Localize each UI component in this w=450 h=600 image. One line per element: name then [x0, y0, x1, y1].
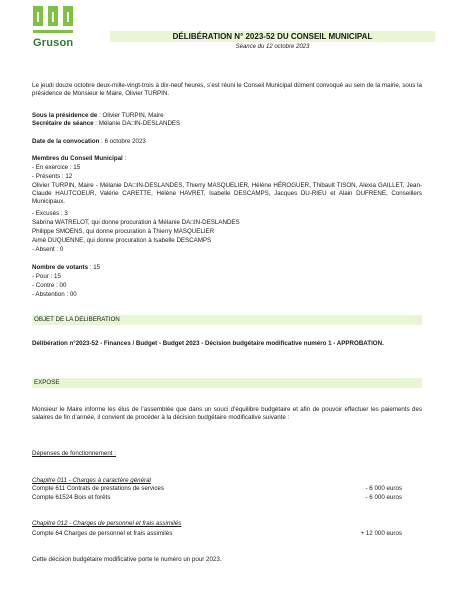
budget-row-amount: - 6 000 euros: [365, 494, 402, 501]
conclusion-text: Cette décision budgétaire modificative porte le numéro un pour 2023.: [32, 556, 222, 563]
contre-line: - Contre : 00: [32, 282, 67, 289]
budget-row-amount: - 6 000 euros: [365, 485, 402, 492]
gruson-logo: [33, 6, 73, 52]
session-date: Séance du 12 octobre 2023: [235, 44, 310, 50]
logo-text: Gruson: [33, 37, 74, 49]
depenses-heading: Dépenses de fonctionnement :: [32, 450, 116, 457]
chapitre-012-heading: Chapitre 012 - Charges de personnel et frais assimilés: [32, 520, 182, 527]
presidence-label: Sous la présidence de: [32, 112, 98, 119]
logo-bar-icon: [33, 6, 43, 26]
secretaire-line: [32, 120, 422, 128]
votants-label: Nombre de votants: [32, 264, 89, 271]
absent-line: - Absent : 0: [32, 246, 64, 253]
budget-row-amount: + 12 000 euros: [360, 530, 402, 537]
pour-line: - Pour : 15: [32, 273, 61, 280]
objet-band: [32, 315, 422, 325]
expose-band-label: EXPOSE: [34, 379, 60, 386]
budget-row: [32, 494, 402, 502]
excuses-line: - Excusés : 3: [32, 210, 68, 217]
abstention-line: - Abstention : 00: [32, 291, 77, 298]
budget-row: [32, 530, 402, 538]
logo-underline: [33, 30, 73, 33]
budget-row: [32, 485, 402, 493]
procuration-line: Philippe SMOENS, qui donne procuration à Thierry MASQUELIER: [32, 228, 215, 235]
budget-row-label: Compte 611 Contrats de prestations de services: [32, 485, 164, 492]
procuration-line: Aimé DUQUENNE, qui donne procuration à Isabelle DESCAMPS: [32, 237, 212, 244]
intro-paragraph: Le jeudi douze octobre deux-mille-vingt-trois à dix-neuf heures, s’est réuni le Conseil Municipal dûment convoqué au sein de la mairie, sous la présidence de Monsieur le Maire, Olivier TURPIN.: [32, 82, 422, 98]
membres-label: Membres du Conseil Municipal: [32, 155, 123, 162]
budget-row-label: Compte 64 Charges de personnel et frais assimilés: [32, 530, 173, 537]
objet-band-label: OBJET DE LA DELIBERATION: [34, 316, 120, 323]
membres-suffix: :: [122, 155, 127, 162]
convocation-value: : 6 octobre 2023: [99, 138, 146, 145]
convocation-line: [32, 138, 422, 146]
presents-names: Olivier TURPIN, Maire - Mélanie DA□IN-DESLANDES, Thierry MASQUELIER, Hélène HÉROGUER, Thibault TISON, Alexia GAILLET, Jean-Claude HAUTCOEUR, Valérie CARETTE, Hélène HAVRET, Isabelle DESCAMPS, Jacques DU-RIEU et Alain DUFRENE, Conseillers Municipaux.: [32, 182, 422, 206]
secretaire-label: Secrétaire de séance: [32, 120, 94, 127]
document-title: DÉLIBÉRATION N° 2023-52 DU CONSEIL MUNICIPAL: [172, 32, 373, 41]
budget-row-label: Compte 61524 Bois et forêts: [32, 494, 111, 501]
votants-value: : 15: [88, 264, 101, 271]
presidence-line: [32, 112, 422, 120]
objet-text: Délibération n°2023-52 - Finances / Budget - Budget 2023 - Décision budgétaire modificative numéro 1 - APPROBATION.: [32, 340, 384, 347]
presidence-value: : Olivier TURPIN, Maire: [97, 112, 164, 119]
convocation-label: Date de la convocation: [32, 138, 100, 145]
procuration-line: Sabrina WATRELOT, qui donne procuration à Mélanie DA□IN-DESLANDES: [32, 219, 240, 226]
secretaire-value: : Mélanie DA□IN-DESLANDES: [93, 120, 181, 127]
presents-line: - Présents : 12: [32, 173, 73, 180]
expose-text: Monsieur le Maire informe les élus de l’assemblée que dans un souci d’équilibre budgétaire et afin de pouvoir effectuer les paiements des salaires de fin d’année, il convient de procéder à la décision budgétaire modificative suivante :: [32, 406, 422, 422]
logo-bar-icon: [48, 6, 58, 26]
chapitre-011-heading: Chapitre 011 - Charges à caractère général: [32, 477, 151, 484]
votants-heading: [32, 264, 422, 272]
membres-heading: [32, 155, 422, 163]
expose-band: [32, 378, 422, 388]
logo-bar-icon: [63, 6, 73, 26]
en-exercice-line: - En exercice : 15: [32, 164, 81, 171]
